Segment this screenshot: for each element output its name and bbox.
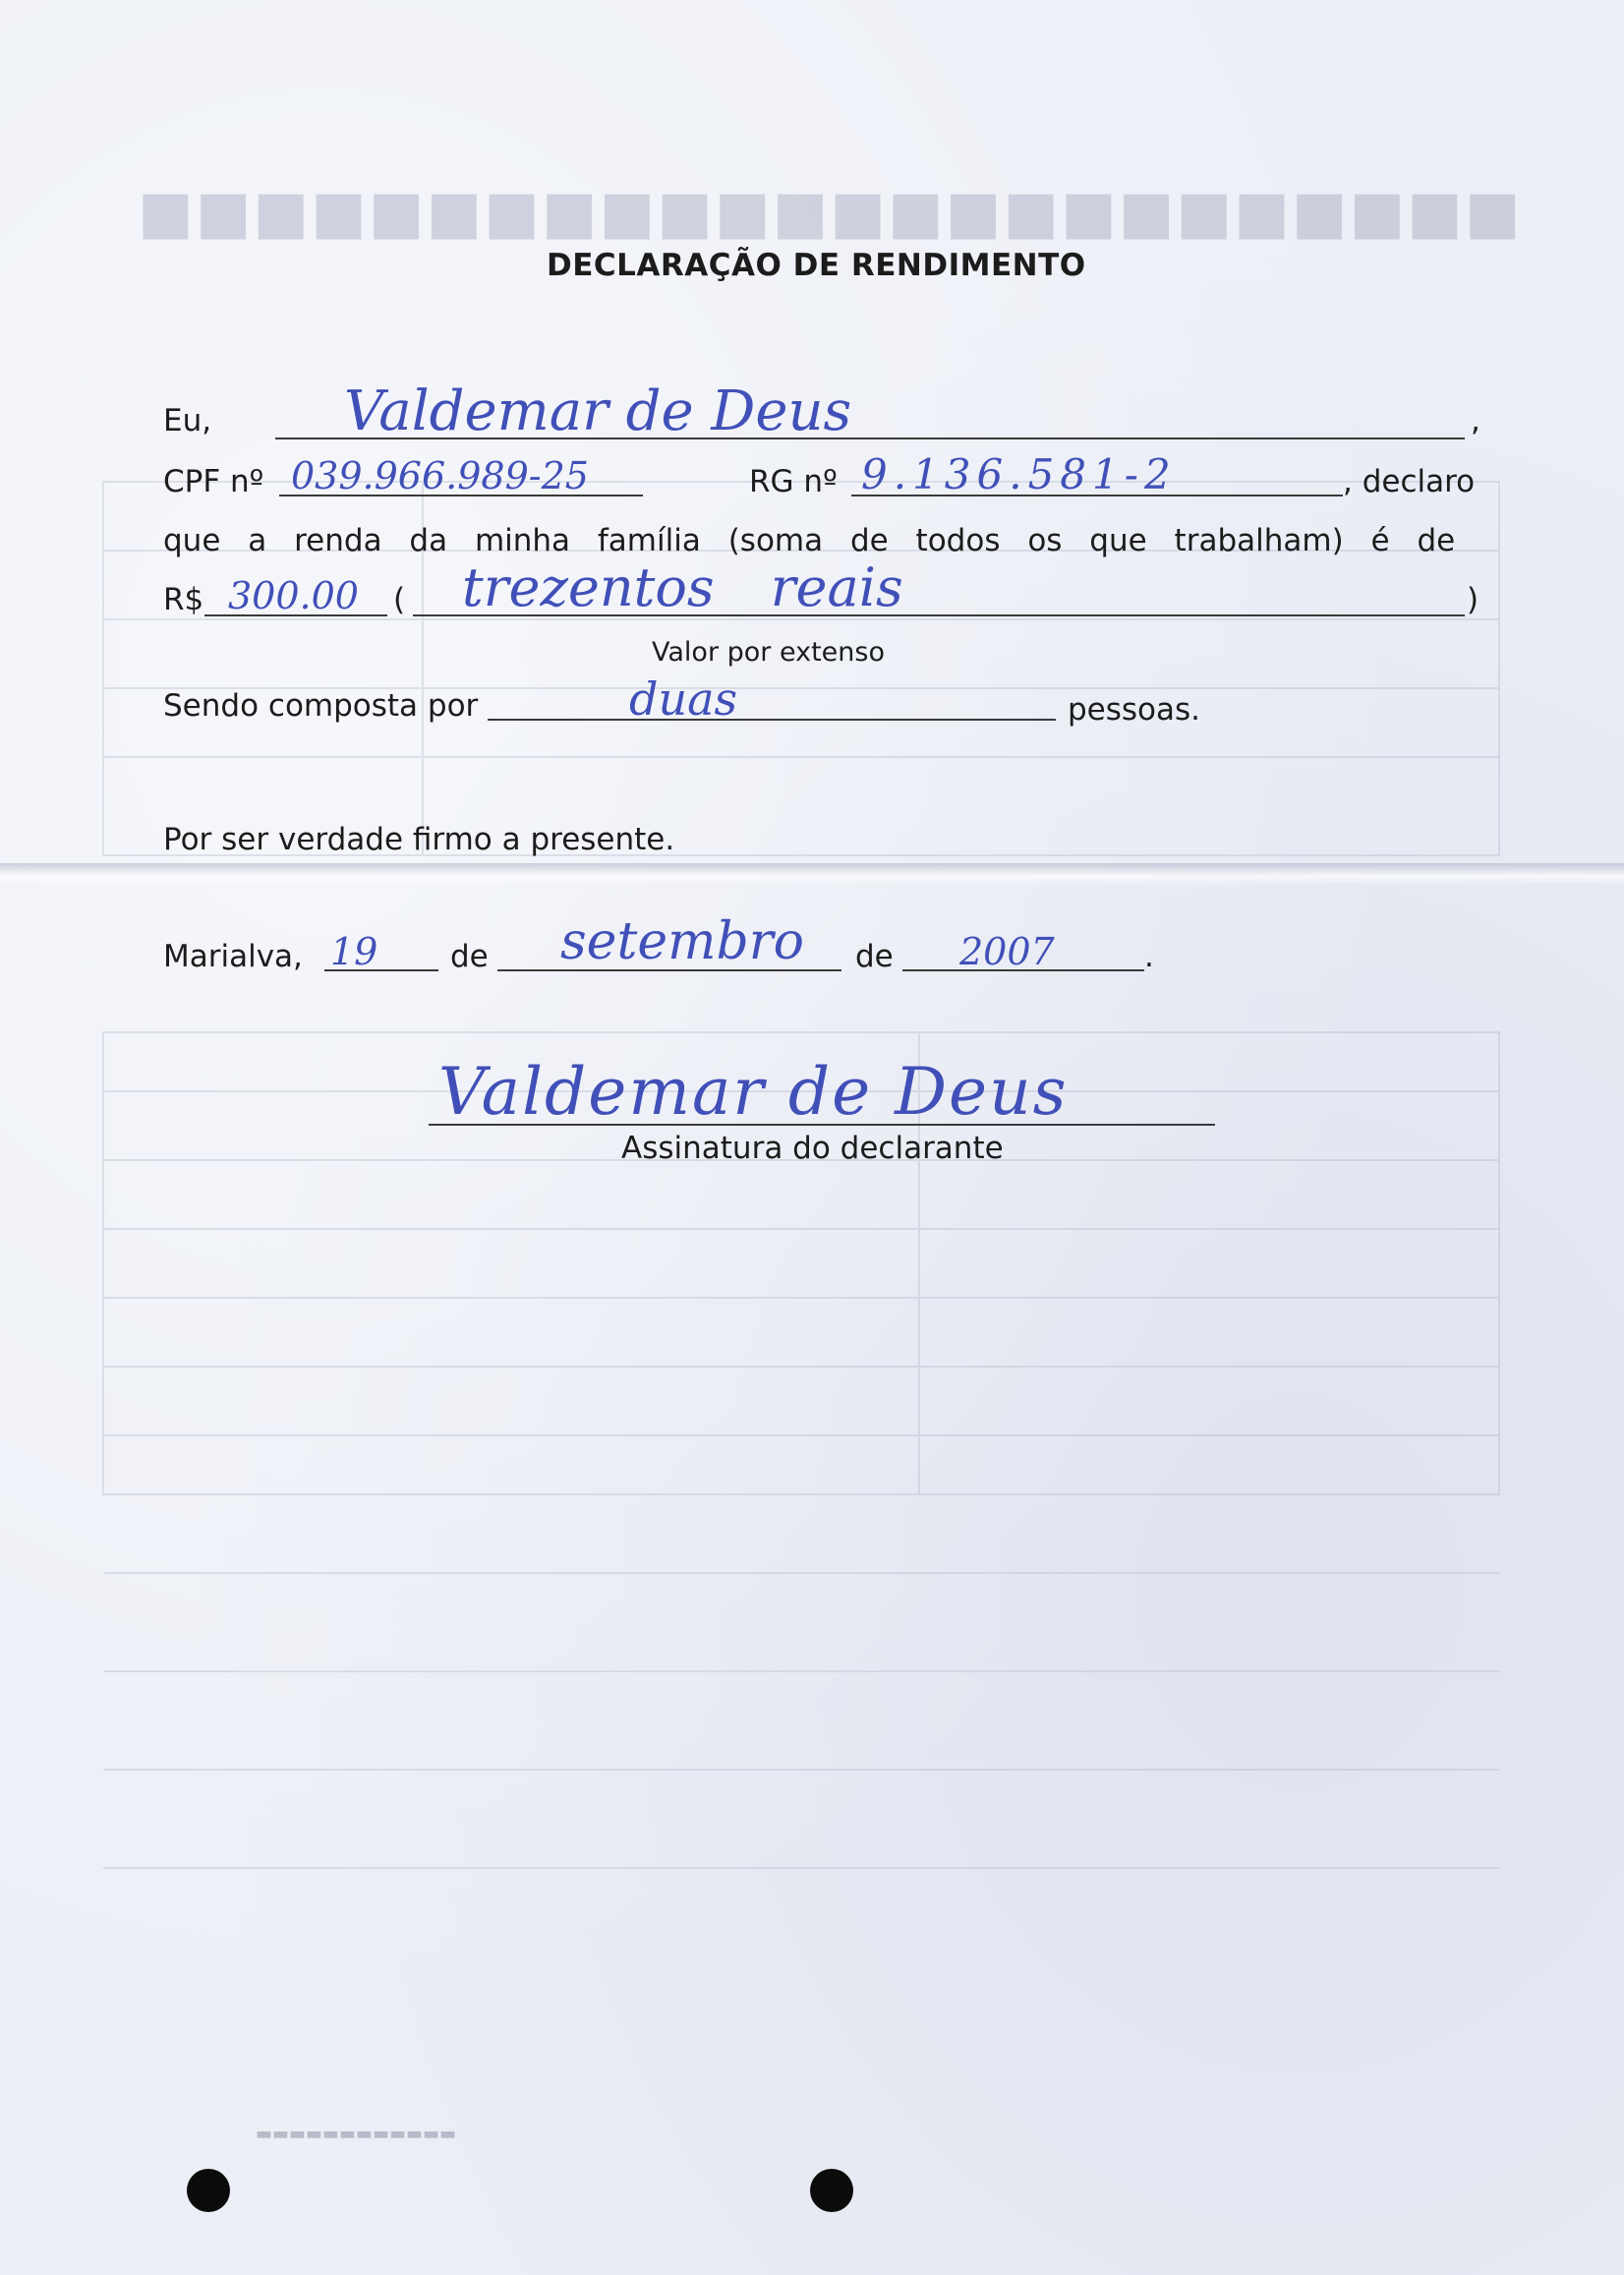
people-underline bbox=[488, 719, 1056, 721]
amount-words-handwritten: trezentos reais bbox=[462, 556, 903, 618]
paren-close: ) bbox=[1467, 582, 1479, 617]
de-1: de bbox=[450, 939, 489, 974]
people-handwritten: duas bbox=[629, 672, 738, 726]
name-comma: , bbox=[1471, 403, 1480, 438]
rs-label: R$ bbox=[163, 582, 204, 617]
eu-label: Eu, bbox=[163, 403, 212, 438]
cpf-handwritten: 039.966.989-25 bbox=[291, 454, 589, 497]
declaro-text: , declaro bbox=[1343, 464, 1476, 499]
day-handwritten: 19 bbox=[330, 930, 378, 973]
composta-label: Sendo composta por bbox=[163, 688, 479, 724]
de-2: de bbox=[855, 939, 894, 974]
month-handwritten: setembro bbox=[560, 912, 804, 971]
city-label: Marialva, bbox=[163, 939, 303, 974]
faint-stamp-mark: ▬▬▬▬▬▬▬▬▬▬▬▬ bbox=[256, 2124, 457, 2144]
amount-handwritten: 300.00 bbox=[228, 574, 359, 617]
year-handwritten: 2007 bbox=[959, 930, 1055, 973]
pessoas-label: pessoas. bbox=[1068, 692, 1201, 728]
paper-fold bbox=[0, 863, 1624, 885]
verdade-text: Por ser verdade firmo a presente. bbox=[163, 822, 675, 857]
punch-hole-right bbox=[810, 2169, 853, 2212]
punch-hole-left bbox=[187, 2169, 230, 2212]
show-through-heading: ■■■■■■■■■■■■■■■■■■■■■■■■ bbox=[138, 187, 1523, 256]
name-handwritten: Valdemar de Deus bbox=[344, 379, 852, 443]
page-title: DECLARAÇÃO DE RENDIMENTO bbox=[547, 248, 1086, 283]
signature-caption: Assinatura do declarante bbox=[621, 1131, 1004, 1166]
rg-handwritten: 9.136.581-2 bbox=[861, 450, 1177, 498]
sentence-line: que a renda da minha família (soma de todos os que trabalham) é de bbox=[163, 523, 1456, 558]
paren-open: ( bbox=[393, 582, 406, 617]
cpf-label: CPF nº bbox=[163, 464, 264, 499]
valor-caption: Valor por extenso bbox=[652, 637, 885, 668]
date-period: . bbox=[1144, 939, 1154, 974]
signature-handwritten: Valdemar de Deus bbox=[438, 1054, 1069, 1130]
rg-label: RG nº bbox=[749, 464, 838, 499]
